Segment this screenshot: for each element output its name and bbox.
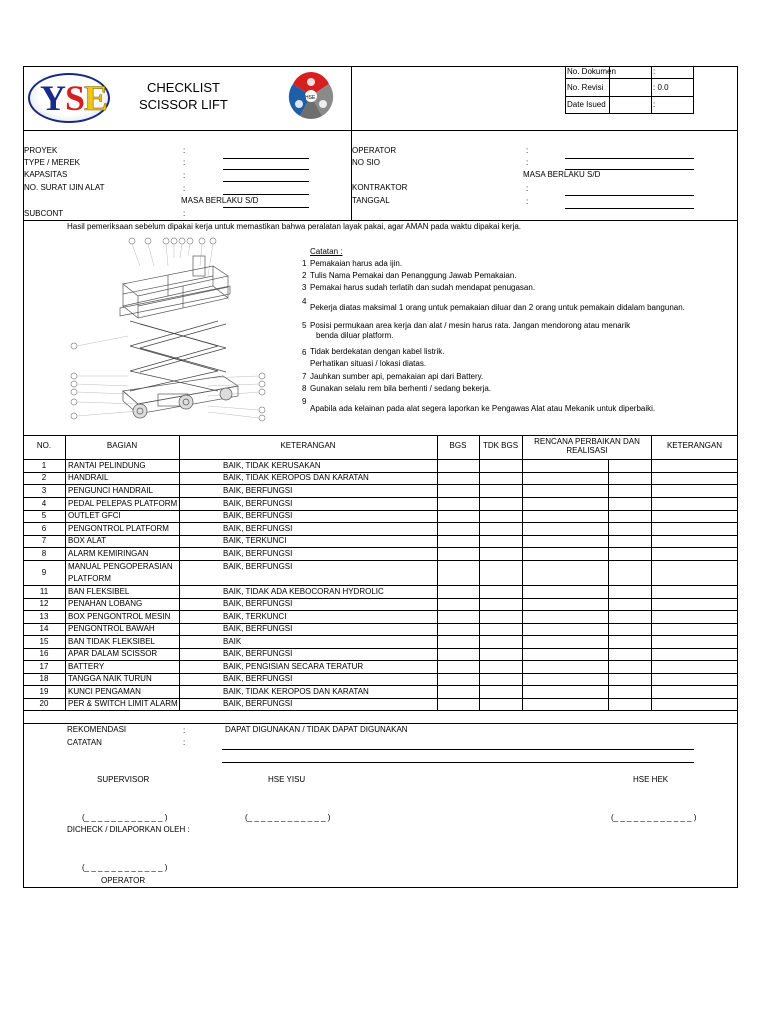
subcont-label: SUBCONT bbox=[24, 209, 64, 218]
doc-number-label: No. Dokumen bbox=[567, 67, 616, 76]
note-text: Pemakai harus sudah terlatih dan sudah mendapat penugasan. bbox=[310, 283, 536, 292]
intro-text: Hasil pemeriksaan sebelum dipakai kerja untuk memastikan bahwa peralatan layak pakai, agar AMAN pada waktu dipakai kerja. bbox=[67, 222, 522, 231]
row-bagian: ALARM KEMIRINGAN bbox=[68, 549, 149, 558]
note-text: Pekerja diatas maksimal 1 orang untuk pemakaian diluar dan 2 orang untuk pemakain didalam bangunan. bbox=[310, 303, 685, 312]
row-bagian: PEDAL PELEPAS PLATFORM bbox=[68, 499, 178, 508]
row-keterangan: BAIK, BERFUNGSI bbox=[223, 562, 293, 571]
divider bbox=[23, 710, 738, 711]
divider bbox=[565, 96, 694, 97]
row-keterangan: BAIK, BERFUNGSI bbox=[223, 549, 293, 558]
row-number: 6 bbox=[41, 524, 47, 533]
row-keterangan: BAIK, BERFUNGSI bbox=[223, 524, 293, 533]
row-keterangan: BAIK, TIDAK ADA KEBOCORAN HYDROLIC bbox=[223, 587, 384, 596]
row-keterangan: BAIK, BERFUNGSI bbox=[223, 649, 293, 658]
divider bbox=[437, 435, 438, 711]
table-row-divider bbox=[23, 510, 738, 511]
row-bagian: KUNCI PENGAMAN bbox=[68, 687, 141, 696]
col-header-rencana: RENCANA PERBAIKAN DAN REALISASI bbox=[534, 437, 640, 455]
row-keterangan: BAIK bbox=[223, 637, 242, 646]
col-header-no: NO. bbox=[36, 441, 52, 450]
proyek-colon: : bbox=[183, 146, 186, 155]
masa-berlaku-left: MASA BERLAKU S/D bbox=[181, 196, 259, 205]
divider bbox=[479, 435, 480, 711]
note-text: Jauhkan sumber api, pemakaian api dari Battery. bbox=[310, 372, 484, 381]
rekomendasi-label: REKOMENDASI bbox=[67, 725, 127, 734]
masa-berlaku-right: MASA BERLAKU S/D bbox=[523, 170, 601, 179]
row-bagian: APAR DALAM SCISSOR bbox=[68, 649, 158, 658]
row-keterangan: BAIK, BERFUNGSI bbox=[223, 486, 293, 495]
row-bagian: OUTLET GFCI bbox=[68, 511, 121, 520]
type-merek-label: TYPE / MEREK bbox=[24, 158, 81, 167]
revision-label: No. Revisi bbox=[567, 83, 604, 92]
signature-supervisor: (_ _ _ _ _ _ _ _ _ _ _ _ ) bbox=[82, 813, 168, 822]
row-keterangan: BAIK, BERFUNGSI bbox=[223, 624, 293, 633]
type-merek-field bbox=[223, 169, 309, 170]
no-sio-label: NO SIO bbox=[352, 158, 381, 167]
operator-colon: : bbox=[526, 146, 529, 155]
surat-ijin-colon: : bbox=[183, 184, 186, 193]
divider bbox=[179, 435, 180, 711]
surat-ijin-field bbox=[223, 194, 309, 195]
row-bagian: TANGGA NAIK TURUN bbox=[68, 674, 152, 683]
note-text: Posisi permukaan area kerja dan alat / mesin harus rata. Jangan mendorong atau menarik bbox=[310, 321, 631, 330]
note-num: 9 bbox=[302, 397, 307, 406]
revision-value: : 0.0 bbox=[653, 83, 669, 92]
row-number: 5 bbox=[41, 511, 47, 520]
no-sio-colon: : bbox=[526, 158, 529, 167]
row-bagian: BOX ALAT bbox=[68, 536, 107, 545]
row-number: 15 bbox=[39, 637, 49, 646]
note-num: 7 bbox=[302, 372, 307, 381]
row-number: 7 bbox=[41, 536, 47, 545]
divider bbox=[23, 435, 738, 436]
note-num: 8 bbox=[302, 384, 307, 393]
proyek-label: PROYEK bbox=[24, 146, 58, 155]
row-bagian: RANTAI PELINDUNG bbox=[68, 461, 146, 470]
row-bagian: PENGONTROL PLATFORM bbox=[68, 524, 169, 533]
supervisor-label: SUPERVISOR bbox=[97, 775, 150, 784]
tanggal-colon: : bbox=[526, 197, 529, 206]
note-text: benda diluar platform. bbox=[316, 331, 394, 340]
catatan-line bbox=[222, 762, 694, 763]
subcont-colon: : bbox=[183, 209, 186, 218]
divider bbox=[651, 66, 652, 114]
dicheck-label: DICHECK / DILAPORKAN OLEH : bbox=[67, 825, 190, 834]
row-number: 4 bbox=[41, 499, 47, 508]
col-header-bagian: BAGIAN bbox=[106, 441, 138, 450]
row-keterangan: BAIK, TIDAK KEROPOS DAN KARATAN bbox=[223, 687, 369, 696]
row-number: 8 bbox=[41, 549, 47, 558]
type-merek-colon: : bbox=[183, 158, 186, 167]
row-number: 20 bbox=[39, 699, 49, 708]
note-text: Gunakan selalu rem bila berhenti / sedang bekerja. bbox=[310, 384, 491, 393]
row-number: 3 bbox=[41, 486, 47, 495]
row-number: 2 bbox=[41, 473, 47, 482]
signature-hse-hek: (_ _ _ _ _ _ _ _ _ _ _ _ ) bbox=[611, 813, 697, 822]
row-keterangan: BAIK, BERFUNGSI bbox=[223, 599, 293, 608]
row-bagian: MANUAL PENGOPERASIAN bbox=[68, 562, 173, 571]
row-keterangan: BAIK, BERFUNGSI bbox=[223, 699, 293, 708]
row-number: 17 bbox=[39, 662, 49, 671]
date-issued-label: Date Isued bbox=[567, 100, 606, 109]
row-bagian: BOX PENGONTROL MESIN bbox=[68, 612, 171, 621]
note-text: Perhatikan situasi / lokasi diatas. bbox=[310, 359, 427, 368]
divider bbox=[23, 130, 738, 131]
row-number: 18 bbox=[39, 674, 49, 683]
row-bagian: PENGUNCI HANDRAIL bbox=[68, 486, 153, 495]
operator-field bbox=[565, 158, 694, 159]
kontraktor-label: KONTRAKTOR bbox=[352, 183, 408, 192]
row-bagian: HANDRAIL bbox=[68, 473, 109, 482]
kapasitas-field bbox=[223, 181, 309, 182]
catatan-label: CATATAN bbox=[67, 738, 102, 747]
row-keterangan: BAIK, TIDAK KEROPOS DAN KARATAN bbox=[223, 473, 369, 482]
table-row-divider bbox=[23, 472, 738, 473]
kontraktor-field bbox=[565, 195, 694, 196]
row-keterangan: BAIK, TERKUNCI bbox=[223, 612, 287, 621]
tanggal-label: TANGGAL bbox=[352, 196, 390, 205]
row-bagian: BATTERY bbox=[68, 662, 105, 671]
row-keterangan: BAIK, PENGISIAN SECARA TERATUR bbox=[223, 662, 364, 671]
operator-sign-label: OPERATOR bbox=[101, 876, 146, 885]
row-keterangan: BAIK, TIDAK KERUSAKAN bbox=[223, 461, 321, 470]
note-num: 4 bbox=[302, 297, 307, 306]
row-number: 19 bbox=[39, 687, 49, 696]
note-num: 5 bbox=[302, 321, 307, 330]
date-issued-value: : bbox=[653, 100, 656, 109]
signature-operator: (_ _ _ _ _ _ _ _ _ _ _ _ ) bbox=[82, 863, 168, 872]
company-logo-text: YSE bbox=[40, 78, 108, 118]
note-num: 1 bbox=[302, 259, 307, 268]
form-title-line2: SCISSOR LIFT bbox=[139, 97, 228, 112]
row-bagian: PLATFORM bbox=[68, 574, 111, 583]
note-text: Apabila ada kelainan pada alat segera laporkan ke Pengawas Alat atau Mekanik untuk diperbaiki. bbox=[310, 404, 656, 413]
col-header-tdk-bgs: TDK BGS bbox=[482, 441, 519, 450]
rekomendasi-value: DAPAT DIGUNAKAN / TIDAK DAPAT DIGUNAKAN bbox=[225, 725, 408, 734]
kapasitas-label: KAPASITAS bbox=[24, 170, 68, 179]
divider bbox=[65, 435, 66, 711]
catatan-colon: : bbox=[183, 738, 186, 747]
rekomendasi-colon: : bbox=[183, 726, 186, 735]
row-number: 11 bbox=[39, 587, 49, 596]
row-keterangan: BAIK, TERKUNCI bbox=[223, 536, 287, 545]
row-bagian: PENGONTROL BAWAH bbox=[68, 624, 155, 633]
row-number: 13 bbox=[39, 612, 49, 621]
kontraktor-colon: : bbox=[526, 184, 529, 193]
table-row-divider bbox=[23, 635, 738, 636]
table-row-divider bbox=[23, 660, 738, 661]
row-number: 14 bbox=[39, 624, 49, 633]
catatan-line bbox=[222, 749, 694, 750]
divider bbox=[522, 435, 523, 711]
note-text: Pemakaian harus ada ijin. bbox=[310, 259, 403, 268]
row-number: 9 bbox=[41, 568, 47, 577]
surat-ijin-label: NO. SURAT IJIN ALAT bbox=[24, 183, 105, 192]
divider bbox=[565, 78, 694, 79]
col-header-bgs: BGS bbox=[449, 441, 467, 450]
row-keterangan: BAIK, BERFUNGSI bbox=[223, 499, 293, 508]
kapasitas-colon: : bbox=[183, 171, 186, 180]
divider bbox=[23, 220, 738, 221]
notes-heading: Catatan : bbox=[310, 247, 343, 256]
table-row-divider bbox=[23, 547, 738, 548]
row-bagian: PER & SWITCH LIMIT ALARM bbox=[68, 699, 178, 708]
col-header-keterangan: KETERANGAN bbox=[280, 441, 336, 450]
row-number: 12 bbox=[39, 599, 49, 608]
form-title-line1: CHECKLIST bbox=[147, 80, 220, 95]
table-row-divider bbox=[23, 522, 738, 523]
divider bbox=[23, 459, 738, 460]
note-num: 6 bbox=[302, 348, 307, 357]
note-num: 3 bbox=[302, 283, 307, 292]
note-num: 2 bbox=[302, 271, 307, 280]
hse-yisu-label: HSE YISU bbox=[268, 775, 306, 784]
operator-label: OPERATOR bbox=[352, 146, 397, 155]
signature-hse-yisu: (_ _ _ _ _ _ _ _ _ _ _ _ ) bbox=[245, 813, 331, 822]
row-number: 1 bbox=[41, 461, 47, 470]
scissor-lift-diagram bbox=[68, 236, 270, 426]
table-row-divider bbox=[23, 497, 738, 498]
row-keterangan: BAIK, BERFUNGSI bbox=[223, 674, 293, 683]
row-bagian: PENAHAN LOBANG bbox=[68, 599, 143, 608]
proyek-field bbox=[223, 158, 309, 159]
table-row-divider bbox=[23, 685, 738, 686]
masa-berlaku-left-field bbox=[223, 207, 309, 208]
table-row-divider bbox=[23, 585, 738, 586]
table-row-divider bbox=[23, 560, 738, 561]
table-row-divider bbox=[23, 610, 738, 611]
row-keterangan: BAIK, BERFUNGSI bbox=[223, 511, 293, 520]
divider bbox=[651, 435, 652, 711]
table-row-divider bbox=[23, 535, 738, 536]
table-row-divider bbox=[23, 484, 738, 485]
row-number: 16 bbox=[39, 649, 49, 658]
col-header-keterangan-2: KETERANGAN bbox=[666, 441, 723, 450]
tanggal-field bbox=[565, 208, 694, 209]
hse-logo-label: HSE bbox=[305, 95, 316, 101]
note-text: Tulis Nama Pemakai dan Penanggung Jawab Pemakaian. bbox=[310, 271, 517, 280]
doc-number-value: : bbox=[653, 67, 656, 76]
row-bagian: BAN TIDAK FLEKSIBEL bbox=[68, 637, 155, 646]
row-bagian: BAN FLEKSIBEL bbox=[68, 587, 130, 596]
hse-hek-label: HSE HEK bbox=[633, 775, 669, 784]
note-text: Tidak berdekatan dengan kabel listrik. bbox=[310, 347, 445, 356]
divider bbox=[23, 723, 738, 724]
